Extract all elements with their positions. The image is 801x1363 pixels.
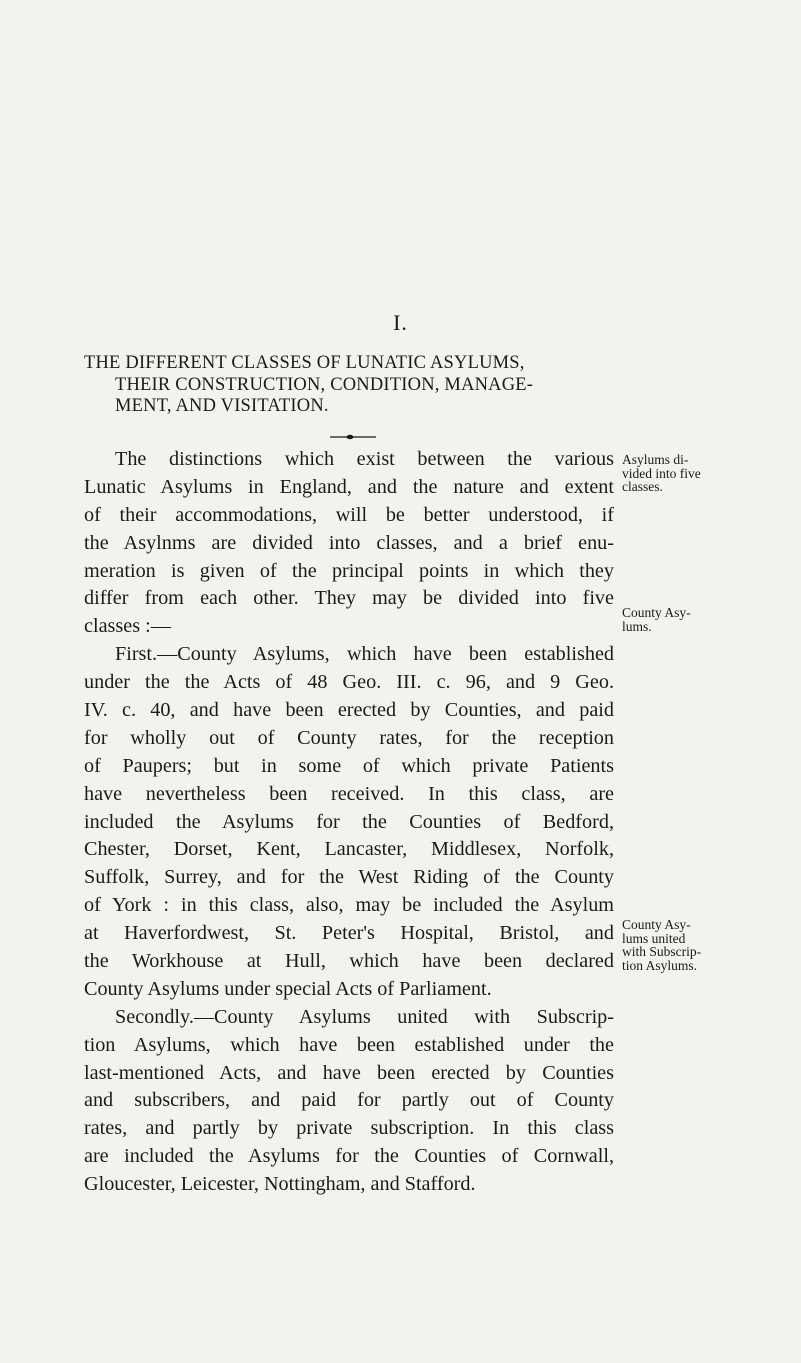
- margin-note-line: Asylums di-: [622, 452, 689, 467]
- margin-note-line: County Asy-: [622, 917, 691, 932]
- text-line: Suffolk, Surrey, and for the West Riding of the County: [84, 866, 614, 889]
- text-line: of Paupers; but in some of which private Patients: [84, 754, 614, 777]
- margin-note-line: classes.: [622, 479, 663, 494]
- text-line: classes :—: [84, 615, 171, 638]
- text-line: the Asylnms are divided into classes, and a brief enu-: [84, 531, 614, 554]
- text-line: County Asylums under special Acts of Parliament.: [84, 977, 492, 1000]
- text-line: under the the Acts of 48 Geo. III. c. 96, and 9 Geo.: [84, 671, 614, 694]
- text-line: Chester, Dorset, Kent, Lancaster, Middlesex, Norfolk,: [84, 838, 614, 861]
- text-line: of their accommodations, will be better understood, if: [84, 503, 614, 526]
- text-line: tion Asylums, which have been established under the: [84, 1033, 614, 1056]
- text-line: rates, and partly by private subscription. In this class: [84, 1117, 614, 1140]
- text-line: of York : in this class, also, may be included the Asylum: [84, 894, 614, 917]
- text-line: IV. c. 40, and have been erected by Counties, and paid: [84, 699, 614, 722]
- text-line: at Haverfordwest, St. Peter's Hospital, Bristol, and: [84, 922, 614, 945]
- margin-note-line: County Asy-: [622, 605, 691, 620]
- text-line: The distinctions which exist between the various: [115, 448, 614, 470]
- text-line: First.—County Asylums, which have been established: [115, 643, 614, 666]
- heading-line: MENT, AND VISITATION.: [115, 396, 329, 416]
- body-text: [84, 446, 614, 1199]
- heading-line: THEIR CONSTRUCTION, CONDITION, MANAGE-: [115, 374, 534, 395]
- text-line: last-mentioned Acts, and have been erected by Counties: [84, 1061, 614, 1084]
- margin-note-county-asylums: [622, 606, 798, 633]
- text-line: Lunatic Asylums in England, and the nature and extent: [84, 475, 614, 498]
- margin-note-line: vided into five: [622, 465, 701, 481]
- margin-note-line: with Subscrip-: [622, 944, 702, 959]
- text-line: have nevertheless been received. In this class, are: [84, 782, 614, 805]
- text-line: included the Asylums for the Counties of Bedford,: [84, 810, 614, 833]
- text-line: Secondly.—County Asylums united with Subscrip-: [115, 1005, 614, 1028]
- text-line: the Workhouse at Hull, which have been declared: [84, 950, 614, 973]
- margin-note-five-classes: [622, 453, 798, 494]
- text-line: Gloucester, Leicester, Nottingham, and Stafford.: [84, 1173, 476, 1196]
- text-line: are included the Asylums for the Counties of Cornwall,: [84, 1145, 614, 1168]
- heading-line: THE DIFFERENT CLASSES OF LUNATIC ASYLUMS,: [84, 353, 525, 373]
- text-line: differ from each other. They may be divided into five: [84, 587, 614, 610]
- page-number: I.: [393, 310, 408, 335]
- chapter-heading: [84, 353, 644, 418]
- text-line: meration is given of the principal points in which they: [84, 559, 614, 582]
- margin-note-line: lums united: [622, 930, 686, 946]
- text-line: and subscribers, and paid for partly out of County: [84, 1089, 614, 1112]
- margin-note-line: lums.: [622, 618, 652, 634]
- divider-ornament: [328, 433, 378, 441]
- text-line: for wholly out of County rates, for the reception: [84, 726, 614, 749]
- margin-note-united-asylums: [622, 918, 798, 972]
- margin-note-line: tion Asylums.: [622, 957, 698, 973]
